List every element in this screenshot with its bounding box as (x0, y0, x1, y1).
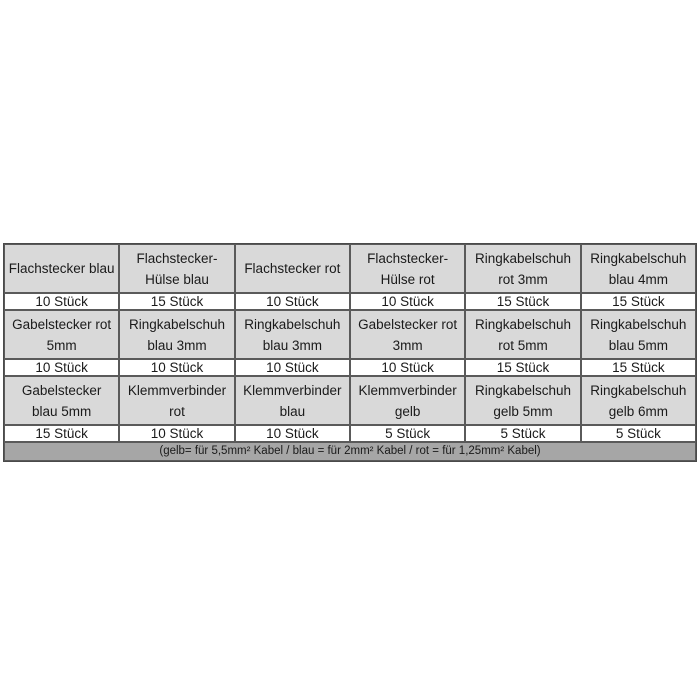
item-name-cell: Flachstecker blau (5, 245, 118, 292)
item-quantity-cell: 10 Stück (5, 294, 118, 309)
item-name-cell: Klemmverbinder rot (120, 377, 233, 424)
item-name-cell: Gabelstecker rot 3mm (351, 311, 464, 358)
item-quantity-cell: 10 Stück (351, 360, 464, 375)
item-name-cell: Klemmverbinder gelb (351, 377, 464, 424)
product-table (3, 243, 697, 462)
item-quantity-cell: 5 Stück (466, 426, 579, 441)
item-name-cell: Flachstecker rot (236, 245, 349, 292)
item-quantity-cell: 5 Stück (582, 426, 695, 441)
item-quantity-cell: 10 Stück (236, 360, 349, 375)
item-quantity-cell: 10 Stück (236, 426, 349, 441)
item-name-cell: Ringkabelschuh rot 3mm (466, 245, 579, 292)
item-name-cell: Flachstecker-Hülse rot (351, 245, 464, 292)
item-quantity-cell: 10 Stück (351, 294, 464, 309)
item-name-cell: Klemmverbinder blau (236, 377, 349, 424)
item-quantity-cell: 15 Stück (120, 294, 233, 309)
item-name-cell: Gabelstecker rot 5mm (5, 311, 118, 358)
item-quantity-cell: 15 Stück (582, 294, 695, 309)
item-quantity-cell: 15 Stück (5, 426, 118, 441)
item-name-cell: Ringkabelschuh blau 3mm (120, 311, 233, 358)
item-name-cell: Ringkabelschuh gelb 5mm (466, 377, 579, 424)
item-name-cell: Gabelstecker blau 5mm (5, 377, 118, 424)
item-name-cell: Flachstecker-Hülse blau (120, 245, 233, 292)
item-name-cell: Ringkabelschuh blau 4mm (582, 245, 695, 292)
item-quantity-cell: 10 Stück (5, 360, 118, 375)
item-quantity-cell: 15 Stück (582, 360, 695, 375)
item-name-cell: Ringkabelschuh blau 3mm (236, 311, 349, 358)
table-grid (5, 245, 695, 441)
cable-size-note: (gelb= für 5,5mm² Kabel / blau = für 2mm² Kabel / rot = für 1,25mm² Kabel) (5, 443, 695, 460)
item-quantity-cell: 15 Stück (466, 294, 579, 309)
item-quantity-cell: 15 Stück (466, 360, 579, 375)
item-quantity-cell: 10 Stück (120, 426, 233, 441)
item-name-cell: Ringkabelschuh gelb 6mm (582, 377, 695, 424)
item-name-cell: Ringkabelschuh blau 5mm (582, 311, 695, 358)
item-quantity-cell: 5 Stück (351, 426, 464, 441)
item-name-cell: Ringkabelschuh rot 5mm (466, 311, 579, 358)
item-quantity-cell: 10 Stück (236, 294, 349, 309)
item-quantity-cell: 10 Stück (120, 360, 233, 375)
